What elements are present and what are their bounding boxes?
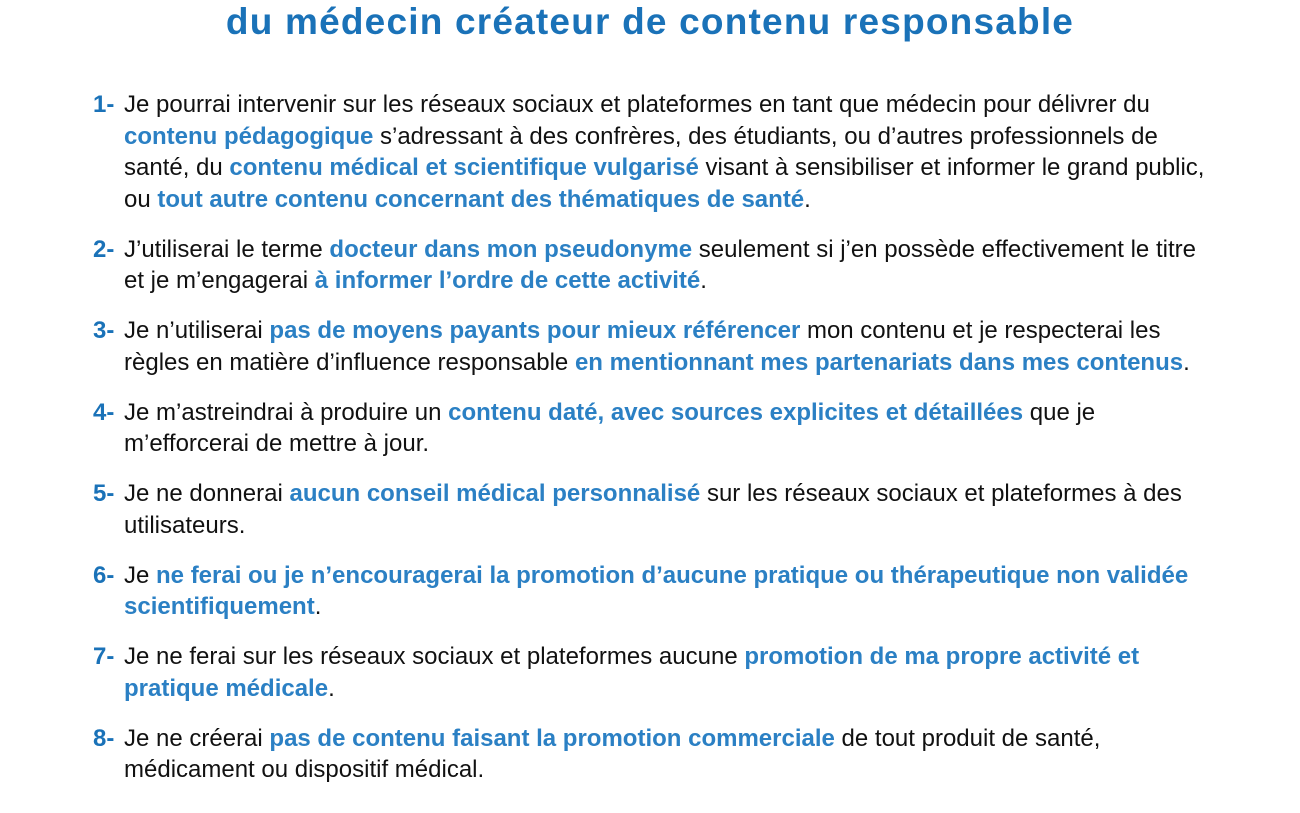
item-text: Je n’utiliserai: [124, 317, 270, 344]
highlighted-text: en mentionnant mes partenariats dans mes contenus: [574, 348, 1184, 376]
highlighted-text: docteur dans mon pseudonyme: [329, 235, 693, 263]
list-item: [93, 315, 1218, 378]
item-number: 6-: [93, 561, 115, 589]
item-text: que je m’efforcerai de mettre à jour.: [124, 398, 1096, 457]
highlighted-text: aucun conseil médical personnalisé: [289, 480, 701, 507]
item-text: seulement si j’en possède effectivement le titre et je m’engagerai: [124, 235, 1196, 294]
list-item: [93, 234, 1218, 297]
item-text: .: [328, 674, 335, 702]
item-number: 5-: [93, 480, 115, 507]
item-text: sur les réseaux sociaux et plateformes à des utilisateurs.: [124, 480, 1182, 539]
item-number: 2-: [93, 235, 115, 263]
item-number: 3-: [93, 317, 115, 344]
commitment-list: [93, 89, 1218, 804]
list-item: [93, 397, 1218, 460]
highlighted-text: contenu pédagogique: [124, 122, 374, 150]
item-text: Je ne ferai sur les réseaux sociaux et plateformes aucune: [124, 643, 745, 670]
list-item: [93, 89, 1218, 215]
item-text: .: [804, 185, 811, 213]
list-item: [93, 641, 1218, 704]
item-number: 4-: [93, 398, 115, 426]
item-text: .: [700, 267, 707, 294]
highlighted-text: promotion de ma propre activité et pratique médicale: [124, 643, 1140, 702]
item-number: 7-: [93, 643, 115, 670]
list-item: [93, 723, 1218, 786]
highlighted-text: tout autre contenu concernant des thématiques de santé: [157, 185, 805, 213]
item-number: 8-: [93, 724, 115, 752]
item-text: Je m’astreindrai à produire un: [124, 398, 449, 426]
highlighted-text: contenu médical et scientifique vulgarisé: [229, 154, 699, 181]
highlighted-text: à informer l’ordre de cette activité: [314, 267, 701, 294]
highlighted-text: pas de moyens payants pour mieux référencer: [269, 317, 801, 344]
highlighted-text: contenu daté, avec sources explicites et détaillées: [448, 398, 1024, 426]
document-title: du médecin créateur de contenu responsable: [225, 1, 1075, 42]
highlighted-text: ne ferai ou je n’encouragerai la promotion d’aucune pratique ou thérapeutique non validée scientifiquement: [124, 561, 1189, 620]
item-text: s’adressant à des confrères, des étudiants, ou d’autres professionnels de santé, du: [124, 122, 1158, 181]
item-text: Je pourrai intervenir sur les réseaux sociaux et plateformes en tant que médecin pour délivrer du: [124, 91, 1150, 118]
item-text: .: [1183, 348, 1190, 376]
item-text: mon contenu et je respecterai les règles en matière d’influence responsable: [124, 317, 1161, 376]
item-text: visant à sensibiliser et informer le grand public, ou: [124, 154, 1205, 213]
item-text: Je ne créerai: [124, 724, 270, 752]
item-text: .: [314, 593, 322, 620]
item-text: J’utiliserai le terme: [124, 235, 330, 263]
list-item: [93, 478, 1218, 541]
item-number: 1-: [93, 91, 115, 118]
item-text: de tout produit de santé, médicament ou dispositif médical.: [124, 724, 1101, 783]
list-item: [93, 560, 1218, 623]
item-text: Je ne donnerai: [124, 480, 290, 507]
highlighted-text: pas de contenu faisant la promotion commerciale: [269, 724, 835, 752]
item-text: Je: [124, 561, 157, 589]
